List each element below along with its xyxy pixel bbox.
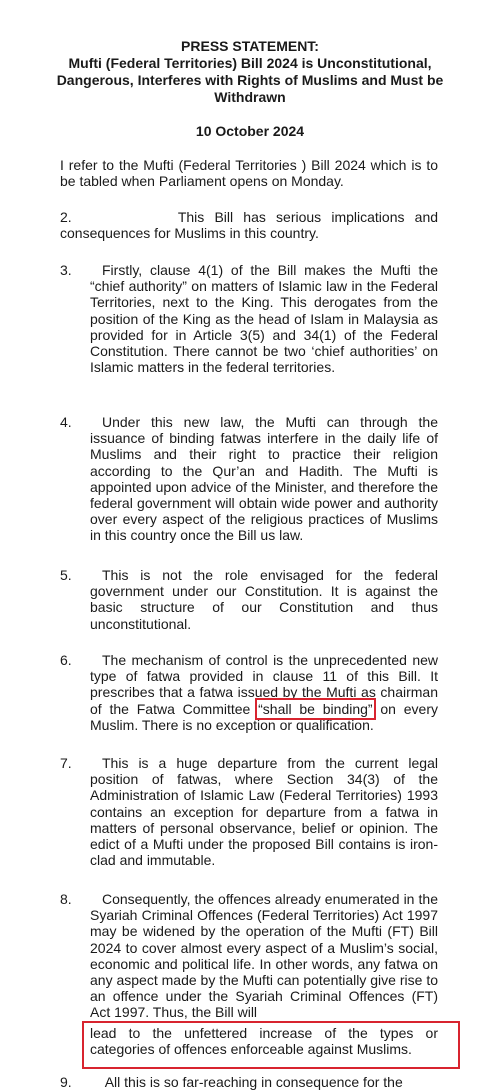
paragraph-4-number: 4. [60,414,72,430]
paragraph-2 [60,209,438,241]
paragraph-7-text: This is a huge departure from the current legal position of fatwas, where Section 34(3) of the Administration of Islamic Law (Federal Territories) 1993 contains an exception for departure from a fatwa in matters of personal observance, belief or opinion. The edict of a Mufti under the proposed Bill contains is iron-clad and immutable. [90,755,438,869]
paragraph-2-text: This Bill has serious implications and consequences for Muslims in this country. [60,209,439,242]
paragraph-8-highlighted-text: lead to the unfettered increase of the types or categories of offences enforceable against Muslims. [90,1025,438,1058]
paragraph-5-number: 5. [60,567,72,583]
paragraph-9-partial [60,1074,438,1090]
paragraph-6-text-after: on every Muslim. There is no exception or qualification. [90,700,438,733]
paragraph-6-text [90,652,438,733]
statement-date: 10 October 2024 [195,123,305,139]
paragraph-3-text: Firstly, clause 4(1) of the Bill makes the Mufti the “chief authority” on matters of Islamic law in the Federal Territories, next to the King. This derogates from the position of the King as the head of Islam in Malaysia as provided for in Article 3(5) and 34(1) of the Federal Constitution. There cannot be two ‘chief authorities’ on Islamic matters in the federal territories. [90,262,438,376]
paragraph-6-text-before: The mechanism of control is the unprecedented new type of fatwa provided in clause 11 of this Bill. It prescribes that a fatwa issued by the Mufti as chairman of the Fatwa Committee [90,652,438,717]
paragraph-3-number: 3. [60,262,72,278]
paragraph-5-text: This is not the role envisaged for the federal government under our Constitution. It is against the basic structure of our Constitution and thus unconstitutional. [90,567,438,632]
paragraph-8-number: 8. [60,891,72,907]
paragraph-4-text: Under this new law, the Mufti can through the issuance of binding fatwas interfere in the daily life of Muslims and their right to practice their religion according to the Qur’an and Hadith. The Mufti is appointed upon advice of the Minister, and therefore the federal government will obtain wide power and authority over every aspect of the religious practices of Muslims in this country once the Bill us law. [90,414,438,544]
intro-paragraph: I refer to the Mufti (Federal Territories ) Bill 2024 which is to be tabled when Parliament opens on Monday. [60,157,438,190]
binding-highlight: “shall be binding” [258,700,373,717]
paragraph-8-text: Consequently, the offences already enumerated in the Syariah Criminal Offences (Federal Territories) Act 1997 may be widened by the operation of the Mufti (FT) Bill 2024 to cover almost every aspect of a Muslim’s social, economic and political life. In other words, any fatwa on any aspect made by the Mufti can potentially give rise to an offence under the Syariah Criminal Offences (FT) Act 1997. Thus, the Bill will [90,891,438,1021]
paragraph-9-number: 9. [60,1074,72,1090]
statement-title: Mufti (Federal Territories) Bill 2024 is Unconstitutional, Dangerous, Interferes with Rights of Muslims and Must be Withdrawn [56,55,444,105]
paragraph-7-number: 7. [60,755,72,771]
paragraph-9-text: All this is so far-reaching in consequence for the [104,1074,403,1090]
offences-highlight-box [82,1021,460,1069]
statement-label: PRESS STATEMENT: [181,38,319,54]
paragraph-2-number: 2. [60,209,72,225]
paragraph-6-number: 6. [60,652,72,668]
